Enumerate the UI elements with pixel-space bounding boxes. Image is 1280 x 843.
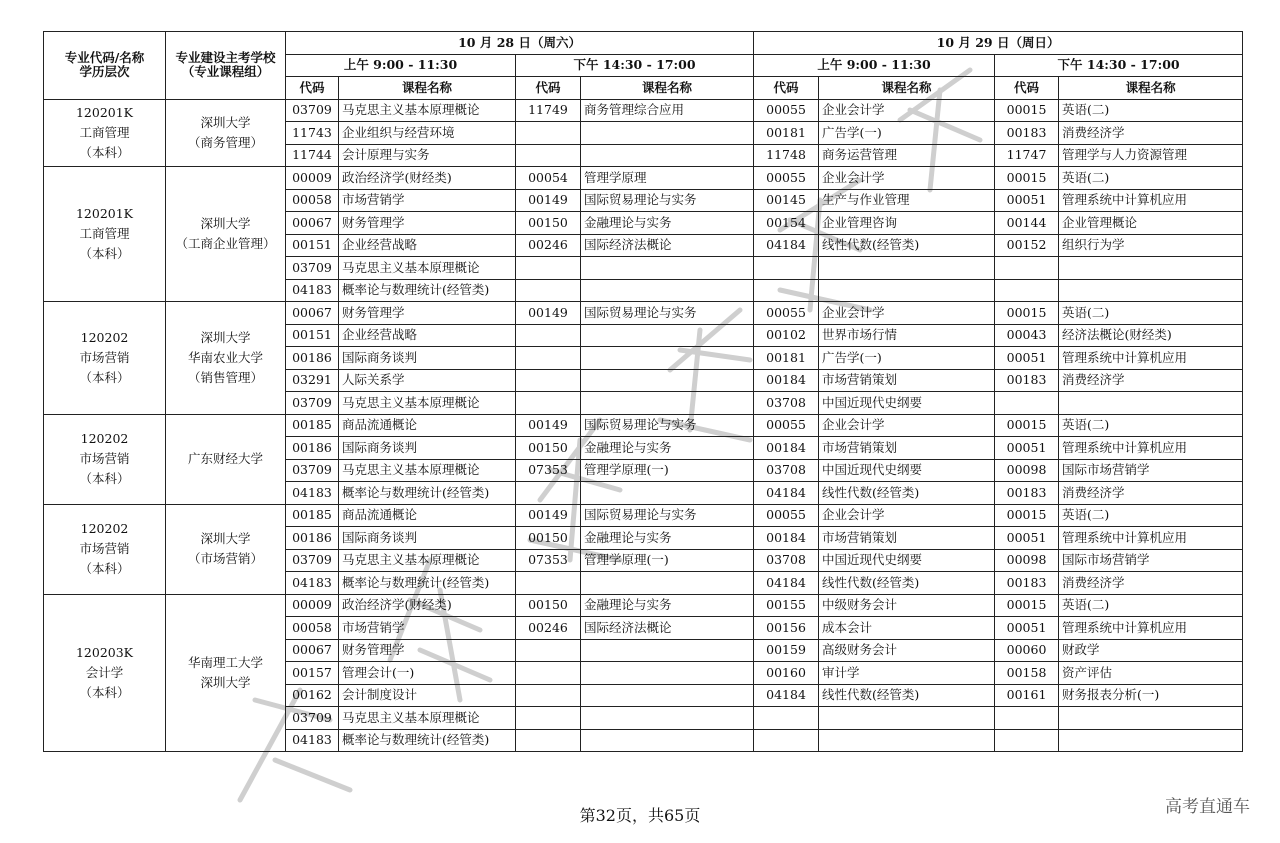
course-name-cell: 市场营销学 <box>339 617 516 640</box>
course-name-cell: 中国近现代史纲要 <box>819 392 995 415</box>
course-code-cell: 03708 <box>754 549 819 572</box>
school-cell: 深圳大学 （市场营销） <box>166 504 286 594</box>
course-code-cell: 00067 <box>286 639 339 662</box>
course-code-cell: 00060 <box>995 639 1059 662</box>
course-name-cell: 概率论与数理统计(经管类) <box>339 572 516 595</box>
course-name-cell: 消费经济学 <box>1059 369 1243 392</box>
course-code-cell: 03709 <box>286 99 339 122</box>
course-code-cell: 00149 <box>516 302 581 325</box>
course-code-cell: 00184 <box>754 437 819 460</box>
header-school: 专业建设主考学校 （专业课程组） <box>166 32 286 100</box>
course-code-cell: 00055 <box>754 99 819 122</box>
course-name-cell <box>581 122 754 145</box>
course-code-cell: 04183 <box>286 729 339 752</box>
course-name-cell: 中级财务会计 <box>819 594 995 617</box>
course-code-cell: 07353 <box>516 459 581 482</box>
course-code-cell: 00155 <box>754 594 819 617</box>
course-code-cell: 00186 <box>286 437 339 460</box>
course-name-cell <box>581 144 754 167</box>
course-code-cell: 00246 <box>516 234 581 257</box>
course-name-cell: 会计制度设计 <box>339 684 516 707</box>
course-code-cell: 00043 <box>995 324 1059 347</box>
course-code-cell: 00150 <box>516 212 581 235</box>
course-name-cell <box>581 482 754 505</box>
course-code-cell: 00051 <box>995 527 1059 550</box>
course-name-cell: 国际贸易理论与实务 <box>581 302 754 325</box>
course-name-cell: 审计学 <box>819 662 995 685</box>
course-code-cell: 04184 <box>754 684 819 707</box>
course-code-cell: 03291 <box>286 369 339 392</box>
course-code-cell <box>754 279 819 302</box>
course-code-cell: 00051 <box>995 617 1059 640</box>
course-name-cell: 企业会计学 <box>819 99 995 122</box>
course-name-cell: 市场营销策划 <box>819 437 995 460</box>
course-name-cell: 商务运营管理 <box>819 144 995 167</box>
course-code-cell <box>516 122 581 145</box>
course-code-cell: 00098 <box>995 459 1059 482</box>
course-code-cell <box>516 684 581 707</box>
course-name-cell: 国际贸易理论与实务 <box>581 189 754 212</box>
course-code-cell <box>754 257 819 280</box>
course-name-cell: 概率论与数理统计(经管类) <box>339 482 516 505</box>
course-name-cell: 马克思主义基本原理概论 <box>339 459 516 482</box>
course-name-cell: 消费经济学 <box>1059 122 1243 145</box>
course-code-cell <box>516 347 581 370</box>
course-name-cell: 管理系统中计算机应用 <box>1059 437 1243 460</box>
course-code-cell: 00015 <box>995 414 1059 437</box>
page-number: 第32页，共65页 <box>579 806 701 825</box>
course-name-cell <box>819 707 995 730</box>
course-code-cell: 00051 <box>995 347 1059 370</box>
header-name: 课程名称 <box>1059 77 1243 100</box>
course-code-cell: 00055 <box>754 167 819 190</box>
course-name-cell: 世界市场行情 <box>819 324 995 347</box>
course-code-cell: 00051 <box>995 437 1059 460</box>
course-name-cell <box>581 639 754 662</box>
course-name-cell: 财务报表分析(一) <box>1059 684 1243 707</box>
course-code-cell: 00098 <box>995 549 1059 572</box>
course-name-cell: 经济法概论(财经类) <box>1059 324 1243 347</box>
course-code-cell <box>516 639 581 662</box>
course-name-cell <box>581 257 754 280</box>
course-name-cell: 组织行为学 <box>1059 234 1243 257</box>
header-day2: 10 月 29 日（周日） <box>754 32 1243 55</box>
course-name-cell: 财务管理学 <box>339 212 516 235</box>
course-name-cell: 中国近现代史纲要 <box>819 459 995 482</box>
course-name-cell <box>581 279 754 302</box>
course-name-cell: 企业管理概论 <box>1059 212 1243 235</box>
header-name: 课程名称 <box>339 77 516 100</box>
course-name-cell: 企业管理咨询 <box>819 212 995 235</box>
course-code-cell: 04184 <box>754 572 819 595</box>
course-name-cell: 管理系统中计算机应用 <box>1059 347 1243 370</box>
course-code-cell: 00156 <box>754 617 819 640</box>
course-name-cell <box>819 257 995 280</box>
course-name-cell: 线性代数(经管类) <box>819 572 995 595</box>
course-code-cell: 00246 <box>516 617 581 640</box>
course-name-cell <box>1059 257 1243 280</box>
course-name-cell: 生产与作业管理 <box>819 189 995 212</box>
course-code-cell: 11747 <box>995 144 1059 167</box>
course-name-cell <box>581 392 754 415</box>
course-code-cell: 00150 <box>516 437 581 460</box>
course-name-cell: 国际市场营销学 <box>1059 459 1243 482</box>
course-code-cell: 00183 <box>995 369 1059 392</box>
course-name-cell: 高级财务会计 <box>819 639 995 662</box>
header-code: 代码 <box>516 77 581 100</box>
course-code-cell: 00149 <box>516 414 581 437</box>
exam-schedule-table <box>43 31 1243 752</box>
course-code-cell: 11749 <box>516 99 581 122</box>
course-code-cell: 00067 <box>286 212 339 235</box>
course-code-cell: 04184 <box>754 234 819 257</box>
schedule-body <box>44 99 1243 752</box>
course-code-cell <box>995 707 1059 730</box>
course-code-cell <box>516 324 581 347</box>
course-code-cell: 00009 <box>286 167 339 190</box>
course-name-cell: 管理学原理(一) <box>581 459 754 482</box>
course-code-cell: 00184 <box>754 527 819 550</box>
header-major: 专业代码/名称 学历层次 <box>44 32 166 100</box>
course-name-cell: 会计原理与实务 <box>339 144 516 167</box>
course-name-cell: 金融理论与实务 <box>581 527 754 550</box>
course-name-cell: 管理系统中计算机应用 <box>1059 527 1243 550</box>
course-code-cell: 00149 <box>516 189 581 212</box>
course-code-cell: 03709 <box>286 707 339 730</box>
table-row <box>44 302 1243 325</box>
course-code-cell: 00157 <box>286 662 339 685</box>
course-code-cell: 00015 <box>995 167 1059 190</box>
course-code-cell: 00162 <box>286 684 339 707</box>
course-code-cell: 00158 <box>995 662 1059 685</box>
course-code-cell: 00160 <box>754 662 819 685</box>
course-name-cell <box>1059 279 1243 302</box>
course-name-cell <box>819 729 995 752</box>
course-name-cell: 政治经济学(财经类) <box>339 167 516 190</box>
course-name-cell: 马克思主义基本原理概论 <box>339 707 516 730</box>
course-code-cell: 00161 <box>995 684 1059 707</box>
course-name-cell: 市场营销策划 <box>819 369 995 392</box>
course-name-cell: 广告学(一) <box>819 347 995 370</box>
course-name-cell: 商品流通概论 <box>339 414 516 437</box>
school-cell: 华南理工大学 深圳大学 <box>166 594 286 752</box>
header-day1: 10 月 28 日（周六） <box>286 32 754 55</box>
course-name-cell: 英语(二) <box>1059 167 1243 190</box>
course-code-cell: 00151 <box>286 234 339 257</box>
course-code-cell: 00150 <box>516 527 581 550</box>
course-name-cell: 管理学原理(一) <box>581 549 754 572</box>
course-code-cell <box>516 392 581 415</box>
course-code-cell <box>754 707 819 730</box>
table-row <box>44 504 1243 527</box>
course-name-cell <box>581 324 754 347</box>
course-name-cell: 英语(二) <box>1059 302 1243 325</box>
course-name-cell: 英语(二) <box>1059 504 1243 527</box>
course-name-cell: 管理系统中计算机应用 <box>1059 189 1243 212</box>
school-cell: 深圳大学 （商务管理） <box>166 99 286 167</box>
course-code-cell: 00015 <box>995 504 1059 527</box>
course-code-cell: 03709 <box>286 257 339 280</box>
course-name-cell: 市场营销学 <box>339 189 516 212</box>
major-cell: 120202 市场营销 （本科） <box>44 302 166 415</box>
course-name-cell: 线性代数(经管类) <box>819 482 995 505</box>
course-code-cell: 00154 <box>754 212 819 235</box>
course-code-cell: 00144 <box>995 212 1059 235</box>
course-name-cell <box>581 662 754 685</box>
course-name-cell: 概率论与数理统计(经管类) <box>339 279 516 302</box>
course-name-cell: 国际经济法概论 <box>581 617 754 640</box>
course-name-cell: 国际商务谈判 <box>339 527 516 550</box>
course-code-cell: 00058 <box>286 189 339 212</box>
course-code-cell: 03709 <box>286 392 339 415</box>
course-name-cell: 国际贸易理论与实务 <box>581 504 754 527</box>
course-name-cell: 商品流通概论 <box>339 504 516 527</box>
course-code-cell: 00181 <box>754 122 819 145</box>
course-name-cell: 国际商务谈判 <box>339 347 516 370</box>
course-name-cell: 财务管理学 <box>339 302 516 325</box>
course-code-cell: 00183 <box>995 572 1059 595</box>
course-name-cell: 企业会计学 <box>819 414 995 437</box>
course-code-cell: 07353 <box>516 549 581 572</box>
course-code-cell: 00054 <box>516 167 581 190</box>
course-name-cell: 广告学(一) <box>819 122 995 145</box>
major-cell: 120201K 工商管理 （本科） <box>44 99 166 167</box>
course-name-cell: 人际关系学 <box>339 369 516 392</box>
course-code-cell: 04184 <box>754 482 819 505</box>
header-day1-pm: 下午 14:30 - 17:00 <box>516 54 754 77</box>
course-name-cell: 管理会计(一) <box>339 662 516 685</box>
table-row <box>44 414 1243 437</box>
course-name-cell: 资产评估 <box>1059 662 1243 685</box>
course-name-cell <box>1059 392 1243 415</box>
course-code-cell: 00159 <box>754 639 819 662</box>
course-name-cell <box>581 729 754 752</box>
course-name-cell: 国际经济法概论 <box>581 234 754 257</box>
course-name-cell <box>581 347 754 370</box>
course-code-cell <box>516 572 581 595</box>
course-name-cell <box>581 572 754 595</box>
course-code-cell <box>516 144 581 167</box>
header-name: 课程名称 <box>819 77 995 100</box>
course-code-cell: 00181 <box>754 347 819 370</box>
course-code-cell <box>995 729 1059 752</box>
course-code-cell <box>995 392 1059 415</box>
course-name-cell: 财务管理学 <box>339 639 516 662</box>
school-cell: 深圳大学 华南农业大学 （销售管理） <box>166 302 286 415</box>
course-code-cell: 03708 <box>754 459 819 482</box>
course-code-cell: 00051 <box>995 189 1059 212</box>
header-code: 代码 <box>286 77 339 100</box>
course-name-cell: 财政学 <box>1059 639 1243 662</box>
course-name-cell: 英语(二) <box>1059 414 1243 437</box>
course-name-cell <box>581 684 754 707</box>
header-name: 课程名称 <box>581 77 754 100</box>
course-code-cell <box>516 257 581 280</box>
course-name-cell: 国际商务谈判 <box>339 437 516 460</box>
header-day2-am: 上午 9:00 - 11:30 <box>754 54 995 77</box>
school-cell: 广东财经大学 <box>166 414 286 504</box>
course-code-cell <box>516 369 581 392</box>
course-name-cell <box>1059 707 1243 730</box>
course-code-cell: 04183 <box>286 279 339 302</box>
course-name-cell: 企业组织与经营环境 <box>339 122 516 145</box>
course-name-cell: 金融理论与实务 <box>581 594 754 617</box>
course-code-cell: 00055 <box>754 302 819 325</box>
course-name-cell: 消费经济学 <box>1059 482 1243 505</box>
course-code-cell: 00009 <box>286 594 339 617</box>
header-code: 代码 <box>754 77 819 100</box>
course-code-cell: 03709 <box>286 549 339 572</box>
course-name-cell: 金融理论与实务 <box>581 212 754 235</box>
course-code-cell <box>516 707 581 730</box>
course-code-cell <box>516 662 581 685</box>
header-day2-pm: 下午 14:30 - 17:00 <box>995 54 1243 77</box>
course-code-cell <box>995 279 1059 302</box>
course-name-cell: 线性代数(经管类) <box>819 684 995 707</box>
course-name-cell: 英语(二) <box>1059 594 1243 617</box>
course-code-cell <box>995 257 1059 280</box>
course-name-cell: 成本会计 <box>819 617 995 640</box>
course-code-cell: 00185 <box>286 414 339 437</box>
table-row <box>44 167 1243 190</box>
course-name-cell: 马克思主义基本原理概论 <box>339 549 516 572</box>
course-code-cell: 00185 <box>286 504 339 527</box>
course-code-cell: 00186 <box>286 527 339 550</box>
course-code-cell: 00150 <box>516 594 581 617</box>
course-name-cell: 市场营销策划 <box>819 527 995 550</box>
course-code-cell <box>516 729 581 752</box>
course-code-cell: 00183 <box>995 122 1059 145</box>
course-code-cell: 00055 <box>754 504 819 527</box>
course-name-cell: 商务管理综合应用 <box>581 99 754 122</box>
course-code-cell: 00183 <box>995 482 1059 505</box>
course-name-cell <box>819 279 995 302</box>
course-code-cell: 03708 <box>754 392 819 415</box>
major-cell: 120202 市场营销 （本科） <box>44 504 166 594</box>
major-cell: 120202 市场营销 （本科） <box>44 414 166 504</box>
major-cell: 120203K 会计学 （本科） <box>44 594 166 752</box>
course-name-cell: 国际贸易理论与实务 <box>581 414 754 437</box>
course-name-cell: 企业会计学 <box>819 167 995 190</box>
course-name-cell <box>1059 729 1243 752</box>
course-name-cell: 线性代数(经管类) <box>819 234 995 257</box>
course-code-cell: 00015 <box>995 99 1059 122</box>
course-name-cell: 国际市场营销学 <box>1059 549 1243 572</box>
course-code-cell: 00184 <box>754 369 819 392</box>
header-day1-am: 上午 9:00 - 11:30 <box>286 54 516 77</box>
course-name-cell: 消费经济学 <box>1059 572 1243 595</box>
course-name-cell: 马克思主义基本原理概论 <box>339 392 516 415</box>
course-name-cell: 企业会计学 <box>819 302 995 325</box>
course-code-cell <box>516 279 581 302</box>
course-code-cell: 00149 <box>516 504 581 527</box>
course-code-cell: 11744 <box>286 144 339 167</box>
course-code-cell: 04183 <box>286 572 339 595</box>
course-name-cell: 企业经营战略 <box>339 324 516 347</box>
brand-label: 高考直通车 <box>1165 797 1250 817</box>
table-row <box>44 594 1243 617</box>
course-code-cell <box>754 729 819 752</box>
course-name-cell: 金融理论与实务 <box>581 437 754 460</box>
course-code-cell <box>516 482 581 505</box>
course-name-cell: 马克思主义基本原理概论 <box>339 257 516 280</box>
course-name-cell: 管理学与人力资源管理 <box>1059 144 1243 167</box>
course-code-cell: 00015 <box>995 302 1059 325</box>
course-name-cell: 管理学原理 <box>581 167 754 190</box>
course-code-cell: 00152 <box>995 234 1059 257</box>
course-name-cell: 企业经营战略 <box>339 234 516 257</box>
course-code-cell: 00151 <box>286 324 339 347</box>
course-code-cell: 00058 <box>286 617 339 640</box>
course-code-cell: 11743 <box>286 122 339 145</box>
major-cell: 120201K 工商管理 （本科） <box>44 167 166 302</box>
course-name-cell: 英语(二) <box>1059 99 1243 122</box>
course-name-cell: 马克思主义基本原理概论 <box>339 99 516 122</box>
course-code-cell: 00055 <box>754 414 819 437</box>
course-name-cell <box>581 707 754 730</box>
course-code-cell: 00145 <box>754 189 819 212</box>
header-code: 代码 <box>995 77 1059 100</box>
course-code-cell: 00015 <box>995 594 1059 617</box>
course-name-cell: 企业会计学 <box>819 504 995 527</box>
course-code-cell: 11748 <box>754 144 819 167</box>
school-cell: 深圳大学 （工商企业管理） <box>166 167 286 302</box>
course-name-cell: 中国近现代史纲要 <box>819 549 995 572</box>
course-code-cell: 04183 <box>286 482 339 505</box>
course-name-cell <box>581 369 754 392</box>
course-code-cell: 00186 <box>286 347 339 370</box>
course-code-cell: 03709 <box>286 459 339 482</box>
table-row <box>44 99 1243 122</box>
course-code-cell: 00067 <box>286 302 339 325</box>
course-code-cell: 00102 <box>754 324 819 347</box>
course-name-cell: 概率论与数理统计(经管类) <box>339 729 516 752</box>
course-name-cell: 政治经济学(财经类) <box>339 594 516 617</box>
course-name-cell: 管理系统中计算机应用 <box>1059 617 1243 640</box>
